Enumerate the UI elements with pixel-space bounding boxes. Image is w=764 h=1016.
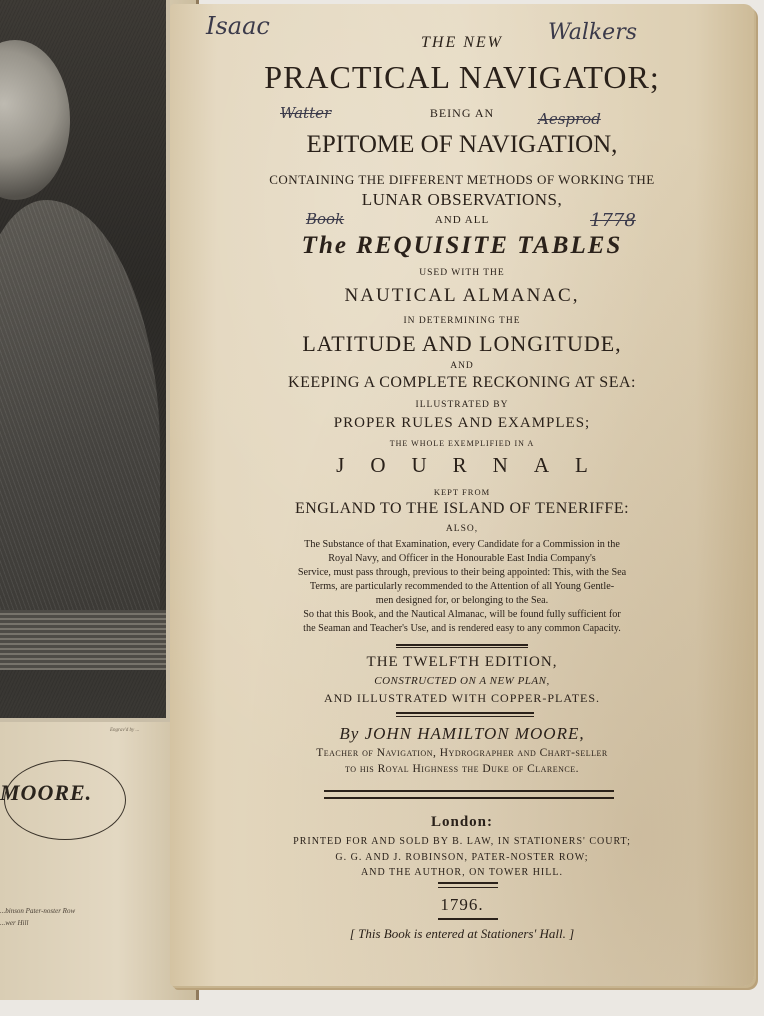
title-line-proper-rules: PROPER RULES AND EXAMPLES; <box>333 415 591 431</box>
main-title: PRACTICAL NAVIGATOR; <box>264 59 660 95</box>
divider-rule <box>438 918 498 920</box>
title-line-used-with: USED WITH THE <box>419 268 505 278</box>
divider-rule <box>396 716 534 717</box>
footer-note: [ This Book is entered at Stationers' Hall. ] <box>349 926 575 941</box>
engraver-credit: Engrav'd by ... <box>110 728 140 733</box>
publisher-credit <box>0 905 110 929</box>
title-line-requisite-tables: The REQUISITE TABLES <box>301 232 623 259</box>
title-line-the-new: THE NEW <box>421 34 503 51</box>
title-line-being-an: BEING AN <box>429 106 495 120</box>
paragraph-line: The Substance of that Examination, every Candidate for a Commission in the <box>304 539 620 550</box>
divider-rule <box>396 712 534 714</box>
title-line-and: AND <box>450 361 474 371</box>
portrait-hair <box>0 40 70 200</box>
imprint-city: London: <box>430 814 494 830</box>
title-line-reckoning: KEEPING A COMPLETE RECKONING AT SEA: <box>288 374 636 391</box>
title-line-nautical-almanac: NAUTICAL ALMANAC, <box>344 285 580 306</box>
author-line: By JOHN HAMILTON MOORE, <box>339 724 585 743</box>
title-line-lunar: LUNAR OBSERVATIONS, <box>361 190 563 209</box>
imprint-line-3: AND THE AUTHOR, ON TOWER HILL. <box>361 867 563 878</box>
publication-year: 1796. <box>440 895 484 914</box>
paragraph-line: So that this Book, and the Nautical Almanac, will be found fully sufficient for <box>303 609 621 620</box>
author-title-line-1: Teacher of Navigation, Hydrographer and Chart-seller <box>316 747 608 759</box>
paragraph-line: Royal Navy, and Officer in the Honourable East India Company's <box>328 553 596 564</box>
handwritten-first-name: Isaac <box>206 12 270 40</box>
divider-rule <box>396 644 528 646</box>
handwritten-struck-word-3: Book <box>306 210 345 228</box>
paragraph-line: men designed for, or belonging to the Sea. <box>375 595 549 606</box>
portrait-cuff <box>0 610 166 670</box>
handwritten-struck-word: Watter <box>280 104 332 122</box>
handwritten-surname: Walkers <box>548 20 638 45</box>
title-line-england-teneriffe: ENGLAND TO THE ISLAND OF TENERIFFE: <box>294 500 630 517</box>
paragraph-line: Terms, are particularly recommended to the Attention of all Young Gentle- <box>309 581 615 592</box>
handwritten-struck-word-2: Aesprod <box>538 110 601 128</box>
imprint-line-2: G. G. AND J. ROBINSON, PATER-NOSTER ROW; <box>335 852 589 863</box>
divider-rule <box>438 882 498 884</box>
portrait-engraving <box>0 0 170 722</box>
imprint-line-1: PRINTED FOR AND SOLD BY B. LAW, IN STATIONERS' COURT; <box>293 836 631 847</box>
title-line-epitome: EPITOME OF NAVIGATION, <box>306 131 618 158</box>
author-title-line-2: to his Royal Highness the Duke of Clarence. <box>344 763 580 775</box>
publisher-credit-line: ...wer Hill <box>0 919 29 927</box>
title-line-illustrated-by: ILLUSTRATED BY <box>415 400 509 410</box>
title-line-latitude-longitude: LATITUDE AND LONGITUDE, <box>302 331 622 356</box>
divider-rule <box>396 647 528 648</box>
edition-subline-1: CONSTRUCTED ON A NEW PLAN, <box>374 675 550 687</box>
edition-subline-2: AND ILLUSTRATED WITH COPPER-PLATES. <box>323 691 601 705</box>
title-line-kept-from: KEPT FROM <box>433 487 491 497</box>
divider-rule <box>324 790 614 792</box>
title-line-journal: JOURNAL <box>336 453 614 477</box>
title-line-determining: IN DETERMINING THE <box>403 316 521 326</box>
paragraph-line: the Seaman and Teacher's Use, and is rendered easy to any common Capacity. <box>303 623 621 634</box>
title-line-exemplified: THE WHOLE EXEMPLIFIED IN A <box>389 439 535 448</box>
divider-rule <box>438 887 498 888</box>
title-line-also: ALSO, <box>445 524 479 534</box>
publisher-credit-line: ...binson Pater-noster Row <box>0 907 76 915</box>
portrait-name: MOORE. <box>0 780 93 805</box>
title-line-and-all: AND ALL <box>434 214 490 226</box>
edition-line: THE TWELFTH EDITION, <box>366 654 558 670</box>
title-page <box>170 4 754 986</box>
title-line-containing: CONTAINING THE DIFFERENT METHODS OF WORKING THE <box>269 172 655 187</box>
handwritten-year-note: 1778 <box>590 210 636 231</box>
paragraph-line: Service, must pass through, previous to their being appointed: This, with the Sea <box>297 567 627 578</box>
divider-rule <box>324 797 614 799</box>
portrait-coat <box>0 200 160 620</box>
